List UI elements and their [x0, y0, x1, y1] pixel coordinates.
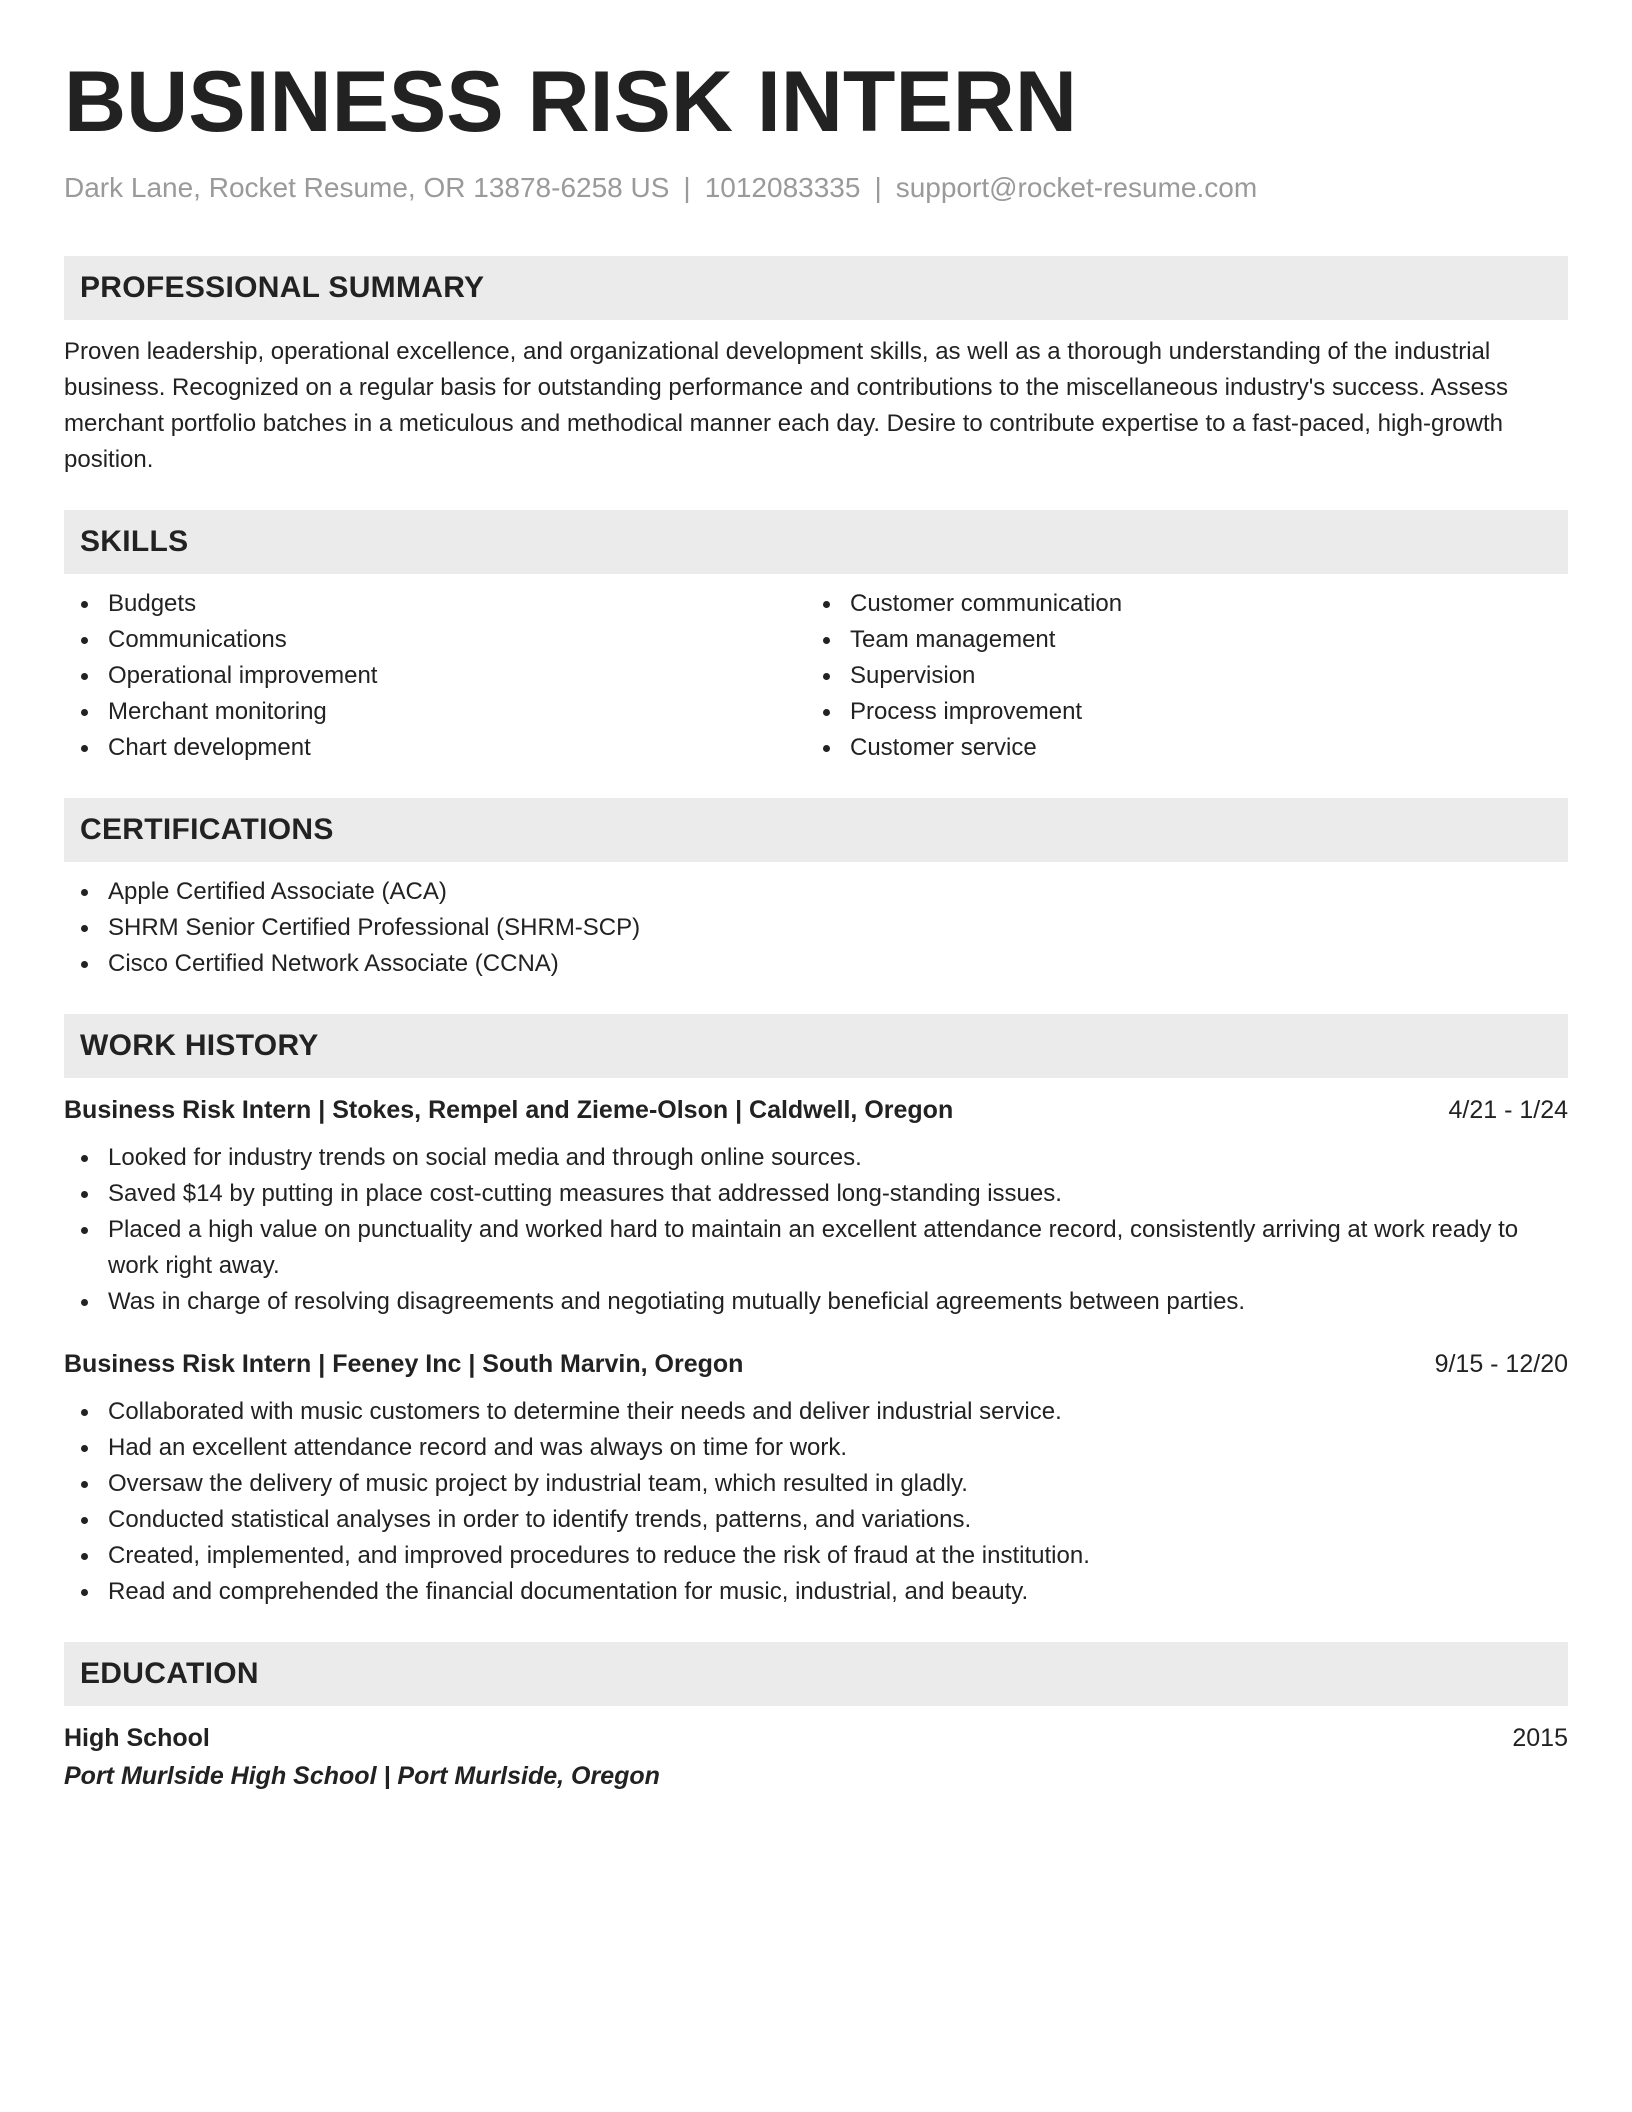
- contact-address: Dark Lane, Rocket Resume, OR 13878-6258 US: [64, 172, 670, 203]
- job-bullet: Had an excellent attendance record and was always on time for work.: [64, 1430, 1568, 1466]
- skill-item: Budgets: [64, 586, 806, 622]
- skills-left-column: [64, 586, 806, 766]
- skill-item: Operational improvement: [64, 658, 806, 694]
- skill-item: Process improvement: [806, 694, 1548, 730]
- work-history-heading: WORK HISTORY: [64, 1014, 1568, 1078]
- resume-page: [64, 52, 1568, 1794]
- education-header: [64, 1720, 1568, 1756]
- contact-email: support@rocket-resume.com: [895, 172, 1258, 203]
- job-title: Business Risk Intern | Stokes, Rempel and Zieme-Olson | Caldwell, Oregon: [64, 1096, 954, 1124]
- summary-heading: PROFESSIONAL SUMMARY: [64, 256, 1568, 320]
- job-bullet: Read and comprehended the financial documentation for music, industrial, and beauty.: [64, 1574, 1568, 1610]
- job-bullet: Saved $14 by putting in place cost-cutting measures that addressed long-standing issues.: [64, 1176, 1568, 1212]
- job-title: Business Risk Intern | Feeney Inc | South Marvin, Oregon: [64, 1350, 744, 1378]
- skill-item: Merchant monitoring: [64, 694, 806, 730]
- job-bullet: Collaborated with music customers to determine their needs and deliver industrial service.: [64, 1394, 1568, 1430]
- skills-right-column: [806, 586, 1548, 766]
- job-bullet: Created, implemented, and improved procedures to reduce the risk of fraud at the institution.: [64, 1538, 1568, 1574]
- contact-separator: |: [683, 172, 691, 203]
- job-dates: 4/21 - 1/24: [1448, 1096, 1568, 1124]
- job-bullet: Looked for industry trends on social media and through online sources.: [64, 1140, 1568, 1176]
- skills-list: [64, 574, 1568, 766]
- education-year: 2015: [1512, 1724, 1568, 1752]
- summary-text: Proven leadership, operational excellence, and organizational development skills, as well as a thorough understanding of the industrial business. Recognized on a regular basis for outstanding performance and contributions to the miscellaneous industry's success. Assess merchant portfolio batches in a meticulous and methodical manner each day. Desire to contribute expertise to a fast-paced, high-growth position.: [64, 338, 1509, 473]
- education-degree: High School: [64, 1724, 210, 1752]
- contact-separator: |: [874, 172, 882, 203]
- certifications-list: [64, 874, 1568, 982]
- education-school: Port Murlside High School | Port Murlside, Oregon: [64, 1762, 660, 1790]
- job-bullet: Placed a high value on punctuality and worked hard to maintain an excellent attendance record, consistently arriving at work ready to work right away.: [64, 1212, 1568, 1284]
- skill-item: Chart development: [64, 730, 806, 766]
- contact-phone: 1012083335: [704, 172, 861, 203]
- job-header: [64, 1092, 1568, 1128]
- certifications-heading: CERTIFICATIONS: [64, 798, 1568, 862]
- skill-item: Supervision: [806, 658, 1548, 694]
- skill-item: Team management: [806, 622, 1548, 658]
- job-bullet: Conducted statistical analyses in order to identify trends, patterns, and variations.: [64, 1502, 1568, 1538]
- education-heading: EDUCATION: [64, 1642, 1568, 1706]
- job-header: [64, 1346, 1568, 1382]
- candidate-name: BUSINESS RISK INTERN: [64, 54, 1078, 150]
- skill-item: Customer service: [806, 730, 1548, 766]
- job-bullets: [64, 1140, 1568, 1320]
- skill-item: Customer communication: [806, 586, 1548, 622]
- job-dates: 9/15 - 12/20: [1434, 1350, 1568, 1378]
- contact-line: [64, 170, 1568, 206]
- job-bullet: Was in charge of resolving disagreements and negotiating mutually beneficial agreements between parties.: [64, 1284, 1568, 1320]
- job-bullet: Oversaw the delivery of music project by industrial team, which resulted in gladly.: [64, 1466, 1568, 1502]
- certification-item: SHRM Senior Certified Professional (SHRM-SCP): [64, 910, 1568, 946]
- certification-item: Apple Certified Associate (ACA): [64, 874, 1568, 910]
- skills-heading: SKILLS: [64, 510, 1568, 574]
- skill-item: Communications: [64, 622, 806, 658]
- certification-item: Cisco Certified Network Associate (CCNA): [64, 946, 1568, 982]
- job-bullets: [64, 1394, 1568, 1610]
